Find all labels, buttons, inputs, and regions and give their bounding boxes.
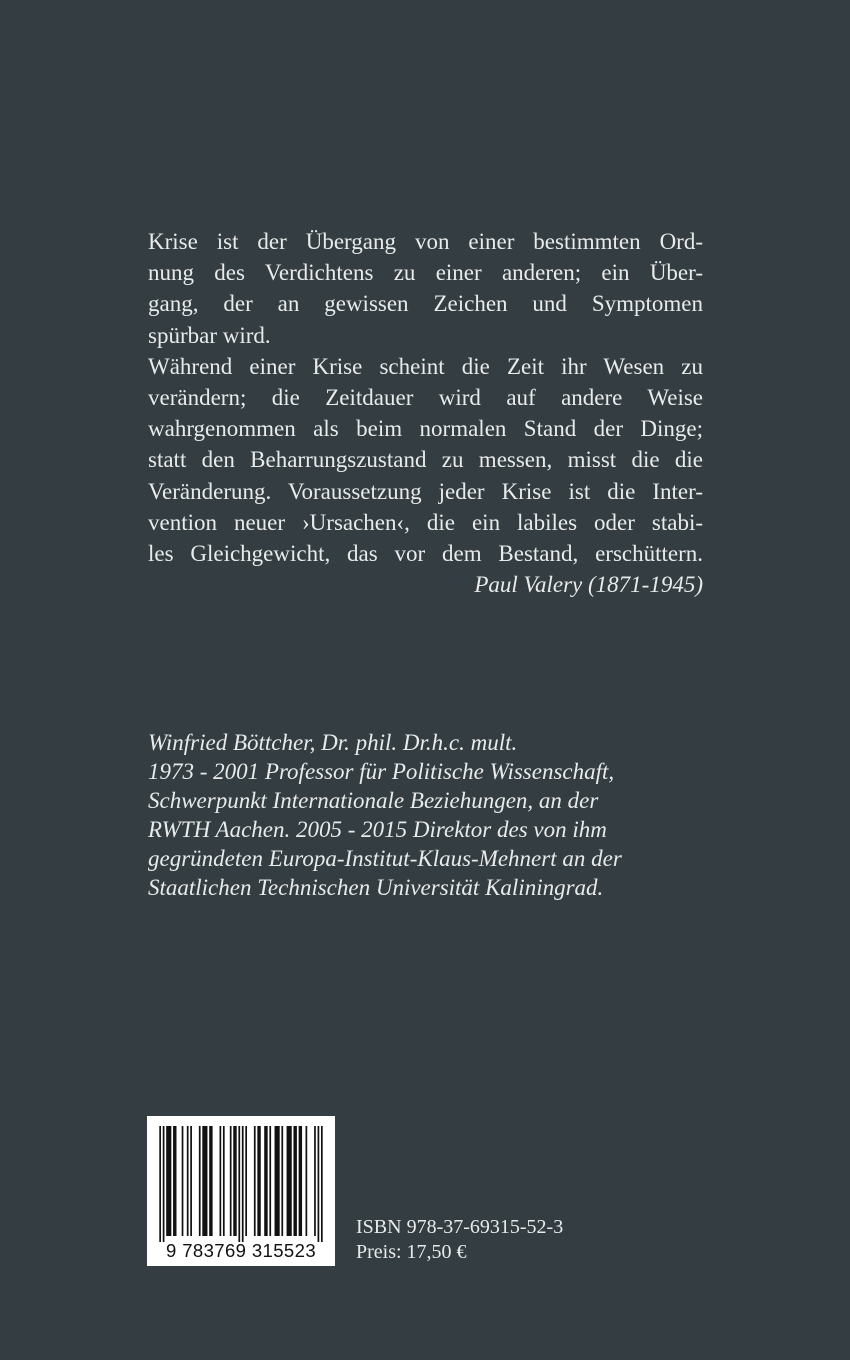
barcode-digits: 9 783769 315523 — [165, 1240, 317, 1261]
barcode-bar — [233, 1126, 236, 1236]
barcode-bar — [254, 1126, 256, 1236]
quote-block — [148, 226, 703, 600]
barcode-bar — [173, 1126, 176, 1236]
barcode-bar — [230, 1126, 232, 1236]
quote-line-4: spürbar wird. — [148, 322, 271, 348]
barcode-bar — [264, 1126, 267, 1236]
barcode-guard-bar — [321, 1126, 323, 1242]
quote-line-7: wahrgenommen als beim normalen Stand der Dinge; — [148, 416, 703, 442]
author-bio — [148, 729, 748, 902]
barcode-bar — [202, 1126, 207, 1236]
barcode-bar — [281, 1126, 283, 1236]
author-bio-line-3: Schwerpunkt Internationale Beziehungen, an der — [148, 787, 599, 813]
barcode-bar — [257, 1126, 260, 1236]
barcode-bar — [199, 1126, 201, 1236]
quote-line-10: vention neuer ›Ursachen‹, die ein labiles oder stabi- — [148, 509, 703, 535]
quote-line-1: Krise ist der Übergang von einer bestimmten Ord- — [148, 229, 703, 254]
price: Preis: 17,50 € — [356, 1241, 467, 1263]
barcode-bar — [245, 1126, 247, 1236]
author-bio-line-6: Staatlichen Technischen Universität Kaliningrad. — [148, 874, 604, 900]
barcode-bar — [220, 1126, 222, 1236]
barcode-bar — [314, 1126, 316, 1236]
author-bio-line-1: Winfried Böttcher, Dr. phil. Dr.h.c. mult. — [148, 730, 518, 755]
barcode-bar — [166, 1126, 171, 1236]
isbn-price-block — [356, 1215, 563, 1265]
barcode-bar — [182, 1126, 184, 1236]
barcode-guard-bar — [318, 1126, 320, 1242]
barcode-bar — [187, 1126, 189, 1236]
barcode-bar — [223, 1126, 225, 1236]
quote-line-6: verändern; die Zeitdauer wird auf andere Weise — [148, 385, 703, 411]
barcode-bar — [287, 1126, 292, 1236]
isbn-number: ISBN 978-37-69315-52-3 — [356, 1216, 564, 1238]
quote-line-5: Während einer Krise scheint die Zeit ihr Wesen zu — [148, 353, 703, 379]
author-bio-line-2: 1973 - 2001 Professor für Politische Wissenschaft, — [148, 758, 615, 784]
barcode-guard-bar — [238, 1126, 240, 1242]
barcode-bar — [306, 1126, 308, 1236]
barcode — [147, 1116, 335, 1266]
quote-line-11: les Gleichgewicht, das vor dem Bestand, erschüttern. — [148, 541, 703, 567]
author-bio-line-5: gegründeten Europa-Institut-Klaus-Mehnert an der — [148, 845, 622, 871]
barcode-guard-bar — [159, 1126, 161, 1242]
barcode-bar — [209, 1126, 212, 1236]
author-bio-line-4: RWTH Aachen. 2005 - 2015 Direktor des von ihm — [148, 816, 607, 842]
barcode-bar — [190, 1126, 192, 1236]
barcode-guard-bar — [242, 1126, 244, 1242]
quote-line-2: nung des Verdichtens zu einer anderen; ein Über- — [148, 260, 703, 286]
barcode-bar — [275, 1126, 280, 1236]
barcode-guard-bar — [163, 1126, 165, 1242]
quote-line-8: statt den Beharrungszustand zu messen, misst die die — [148, 447, 703, 473]
barcode-bar — [293, 1126, 296, 1236]
quote-line-9: Veränderung. Voraussetzung jeder Krise ist die Inter- — [148, 478, 703, 504]
barcode-bar — [299, 1126, 302, 1236]
quote-attribution: Paul Valery (1871-1945) — [474, 572, 703, 598]
quote-line-3: gang, der an gewissen Zeichen und Symptomen — [148, 291, 703, 317]
barcode-bar — [269, 1126, 271, 1236]
